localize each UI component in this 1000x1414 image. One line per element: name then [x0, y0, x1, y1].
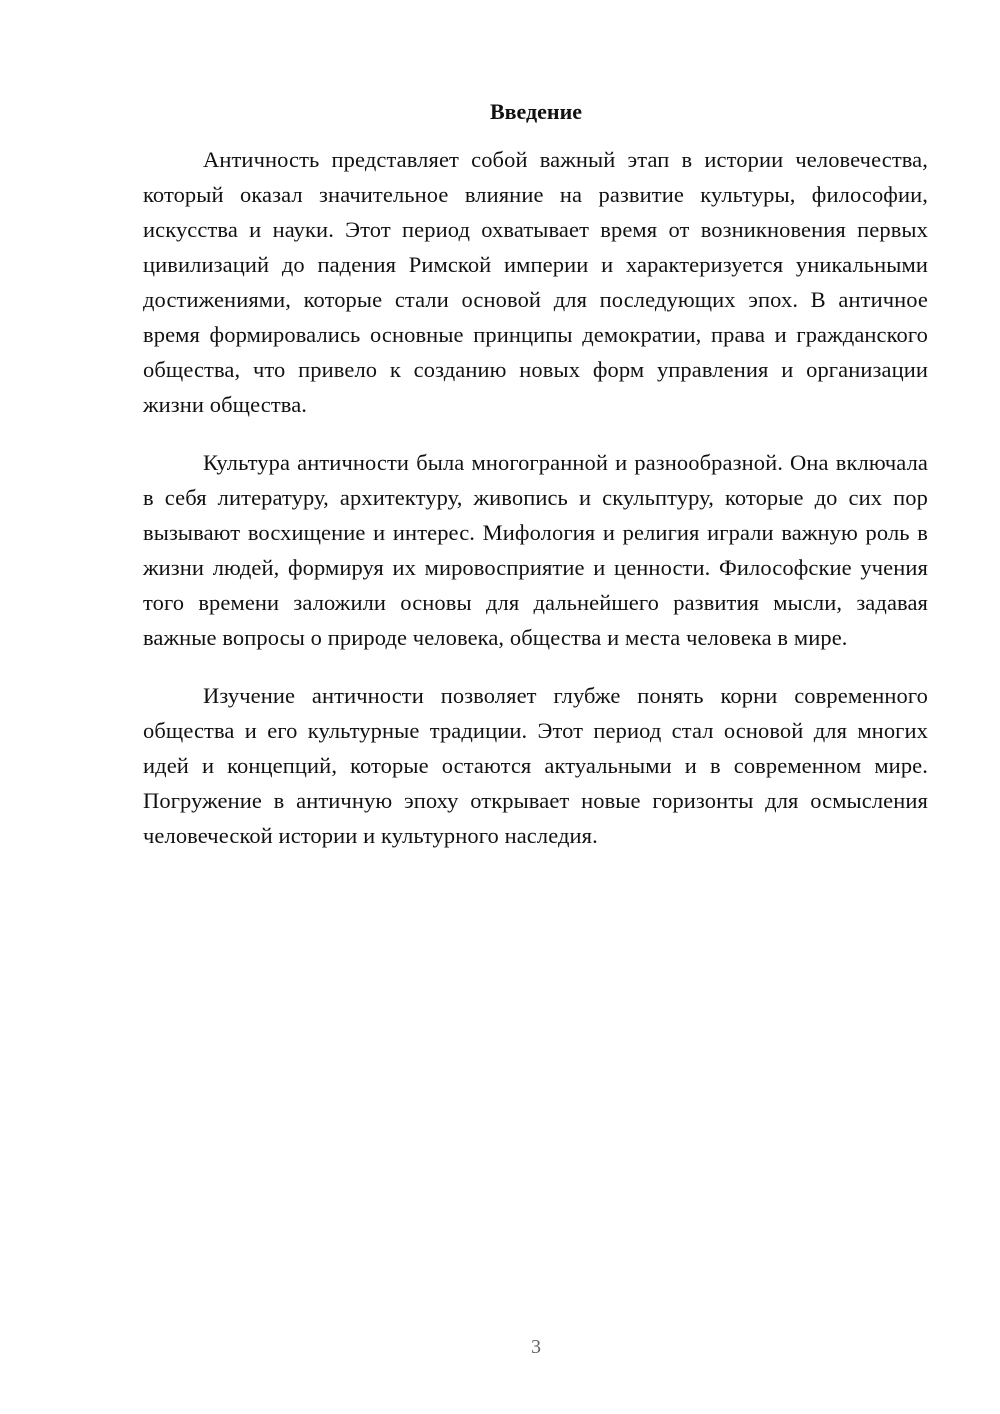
- page-number: 3: [531, 1336, 541, 1358]
- paragraph-2: Культура античности была многогранной и разнообразной. Она включала в себя литературу, архитектуру, живопись и скульптуру, которые до сих пор вызывают восхищение и интерес. Мифология и религия играли важную роль в жизни людей, формируя их мировосприятие и ценности. Философские учения того времени заложили основы для дальнейшего развития мысли, задавая важные вопросы о природе человека, общества и места человека в мире.: [143, 450, 928, 650]
- page-title: Введение: [489, 99, 583, 124]
- paragraph-3: Изучение античности позволяет глубже понять корни современного общества и его культурные традиции. Этот период стал основой для многих идей и концепций, которые остаются актуальными и в современном мире. Погружение в античную эпоху открывает новые горизонты для осмысления человеческой истории и культурного наследия.: [143, 683, 928, 848]
- paragraph-1: Античность представляет собой важный этап в истории человечества, который оказал значительное влияние на развитие культуры, философии, искусства и науки. Этот период охватывает время от возникновения первых цивилизаций до падения Римской империи и характеризуется уникальными достижениями, которые стали основой для последующих эпох. В античное время формировались основные принципы демократии, права и гражданского общества, что привело к созданию новых форм управления и организации жизни общества.: [143, 147, 928, 417]
- body-text: [143, 142, 928, 876]
